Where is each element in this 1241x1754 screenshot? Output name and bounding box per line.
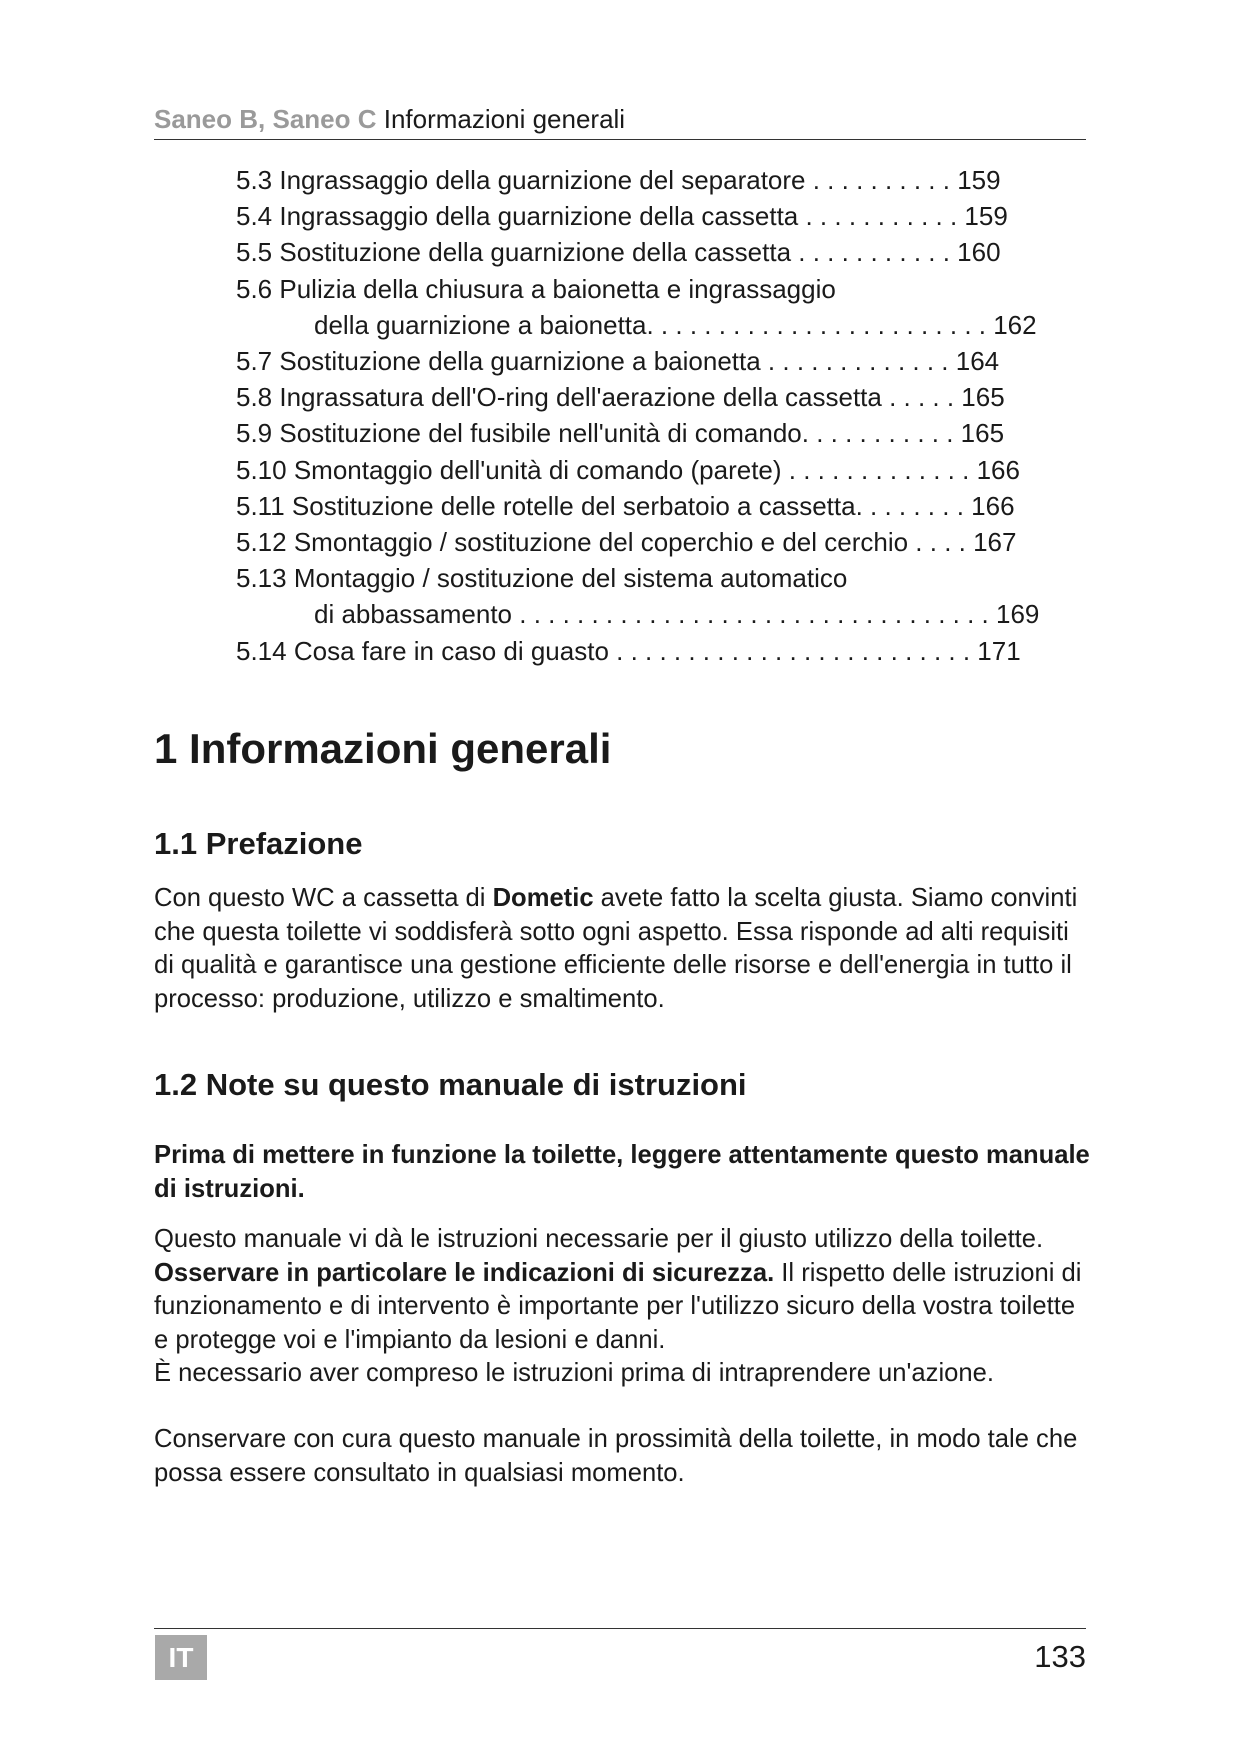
toc-entry[interactable]: 5.9 Sostituzione del fusibile nell'unità di comando. . . . . . . . . . . 165 (236, 418, 1005, 449)
note-storage-paragraph: Conservare con cura questo manuale in prossimità della toilette, in modo tale che possa essere consultato in qualsiasi momento. (154, 1425, 1078, 1487)
toc-entry[interactable]: 5.8 Ingrassatura dell'O-ring dell'aerazione della cassetta . . . . . 165 (236, 382, 1005, 413)
toc-entry[interactable]: 5.13 Montaggio / sostituzione del sistema automatico di abbassamento . . . . . . . . . . . . . . . . . . . . . . . . . . . . . . . . . 169 (236, 560, 1096, 632)
note-instructions-paragraph: Questo manuale vi dà le istruzioni necessarie per il giusto utilizzo della toilette. Osservare in particolare le indicazioni di sicurezza. Il rispetto delle istruzioni di funzionamento e di intervento è importante per l'utilizzo sicuro della vostra toilette e protegge voi e l'impianto da lesioni e danni. È necessario aver compreso le istruzioni prima di intraprendere un'azione. (154, 1225, 1082, 1387)
language-badge: IT (155, 1635, 207, 1680)
chapter-title: 1 Informazioni generali (154, 725, 612, 772)
brand-name: Dometic (492, 884, 594, 912)
toc-entry[interactable]: 5.5 Sostituzione della guarnizione della cassetta . . . . . . . . . . . 160 (236, 237, 1001, 268)
safety-emphasis: Osservare in particolare le indicazioni di sicurezza. (154, 1258, 775, 1287)
header-product-name: Saneo B, Saneo C (154, 104, 377, 134)
toc-entry-continuation: di abbassamento . . . . . . . . . . . . . . . . . . . . . . . . . . . . . . . . . 169 (314, 599, 1040, 630)
toc-entry[interactable]: 5.3 Ingrassaggio della guarnizione del separatore . . . . . . . . . . 159 (236, 165, 1001, 195)
toc-entry[interactable]: 5.10 Smontaggio dell'unità di comando (parete) . . . . . . . . . . . . . 166 (236, 454, 1020, 485)
toc-entry[interactable]: 5.14 Cosa fare in caso di guasto . . . . . . . . . . . . . . . . . . . . . . . . . 171 (236, 635, 1021, 666)
toc-entry[interactable]: 5.11 Sostituzione delle rotelle del serbatoio a cassetta. . . . . . . . 166 (236, 490, 1015, 521)
table-of-contents (236, 162, 1096, 669)
footer-divider (154, 1628, 1086, 1629)
toc-entry[interactable]: 5.7 Sostituzione della guarnizione a baionetta . . . . . . . . . . . . . 164 (236, 346, 1000, 377)
running-header (154, 103, 1086, 135)
note-lead-paragraph: Prima di mettere in funzione la toilette, leggere attentamente questo manuale di istruzioni. (154, 1141, 1090, 1203)
section-title-note: 1.2 Note su questo manuale di istruzioni (154, 1067, 747, 1102)
prefazione-paragraph: Con questo WC a cassetta di Dometic avete fatto la scelta giusta. Siamo convinti che questa toilette vi soddisferà sotto ogni aspetto. Essa risponde ad alti requisiti di qualità e garantisce una gestione efficiente delle risorse e dell'energia in tutto il processo: produzione, utilizzo e smaltimento. (154, 884, 1078, 1013)
toc-entry[interactable]: 5.12 Smontaggio / sostituzione del coperchio e del cerchio . . . . 167 (236, 527, 1017, 558)
header-divider (154, 139, 1086, 140)
toc-entry[interactable]: 5.6 Pulizia della chiusura a baionetta e ingrassaggio della guarnizione a baionetta. . . . . . . . . . . . . . . . . . . . . . . . 162 (236, 271, 1096, 343)
header-section-name: Informazioni generali (383, 104, 626, 134)
section-title-prefazione: 1.1 Prefazione (154, 826, 363, 861)
page-number: 133 (1034, 1639, 1086, 1674)
toc-entry-continuation: della guarnizione a baionetta. . . . . . . . . . . . . . . . . . . . . . . . 162 (314, 309, 1037, 340)
toc-entry[interactable]: 5.4 Ingrassaggio della guarnizione della cassetta . . . . . . . . . . . 159 (236, 201, 1008, 232)
